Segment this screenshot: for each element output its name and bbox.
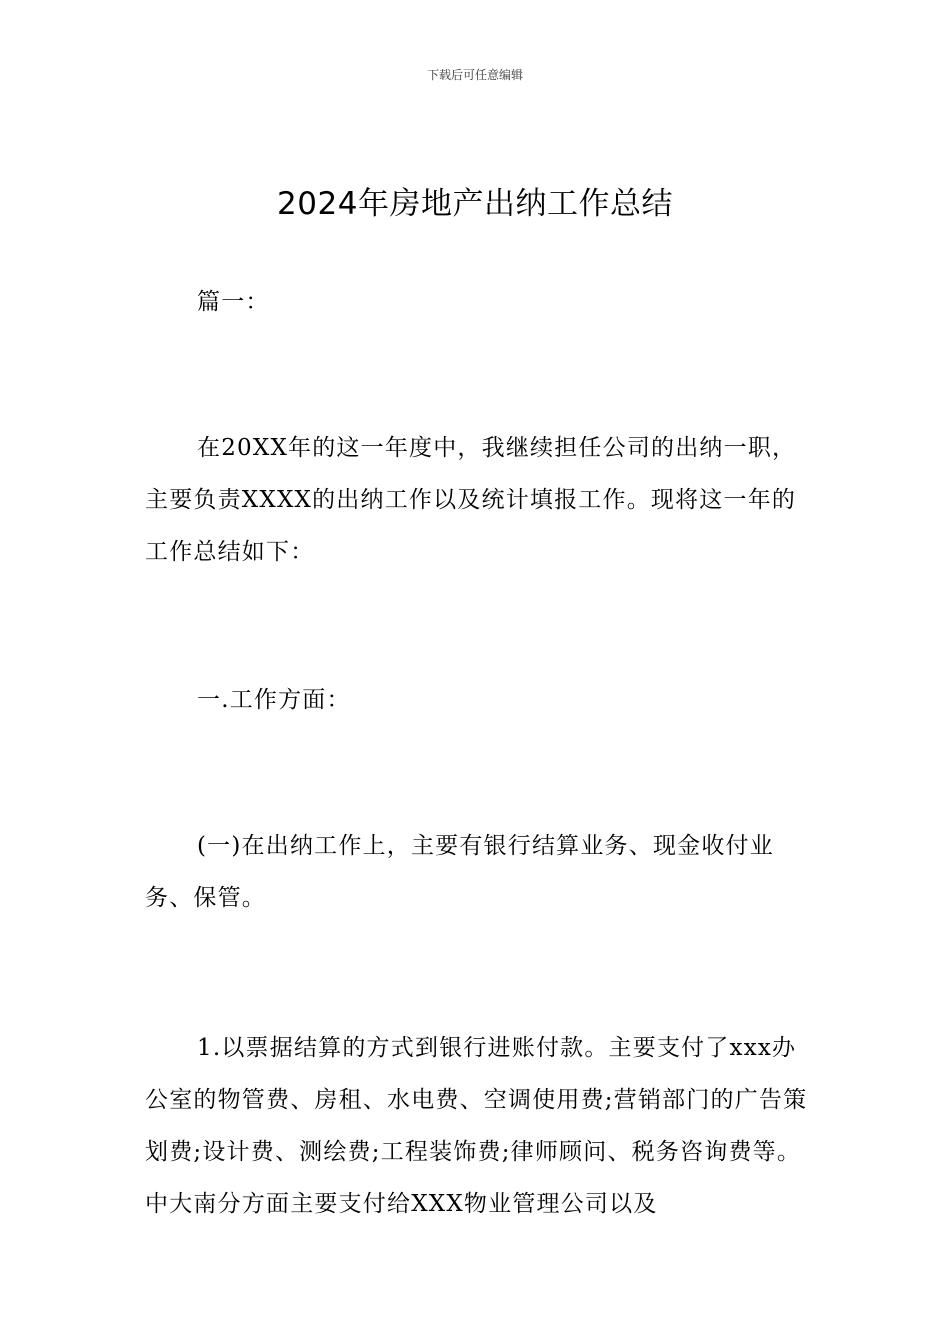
section-label: 篇一： <box>197 289 270 315</box>
subsection-one-paragraph: (一)在出纳工作上，主要有银行结算业务、现金收付业务、保管。 <box>145 833 774 911</box>
intro-paragraph: 在20XX年的这一年度中，我继续担任公司的出纳一职，主要负责XXXX的出纳工作以及统计填报工作。现将这一年的工作总结如下： <box>145 435 797 565</box>
work-section-heading: 一.工作方面： <box>197 687 351 713</box>
item-one-paragraph: 1.以票据结算的方式到银行进账付款。主要支付了xxx办公室的物管费、房租、水电费、空调使用费;营销部门的广告策划费;设计费、测绘费;工程装饰费;律师顾问、税务咨询费等。中大南分方面主要支付给XXX物业管理公司以及 <box>145 1035 808 1217</box>
document-title: 2024年房地产出纳工作总结 <box>277 186 673 222</box>
header-note: 下载后可任意编辑 <box>426 68 523 82</box>
